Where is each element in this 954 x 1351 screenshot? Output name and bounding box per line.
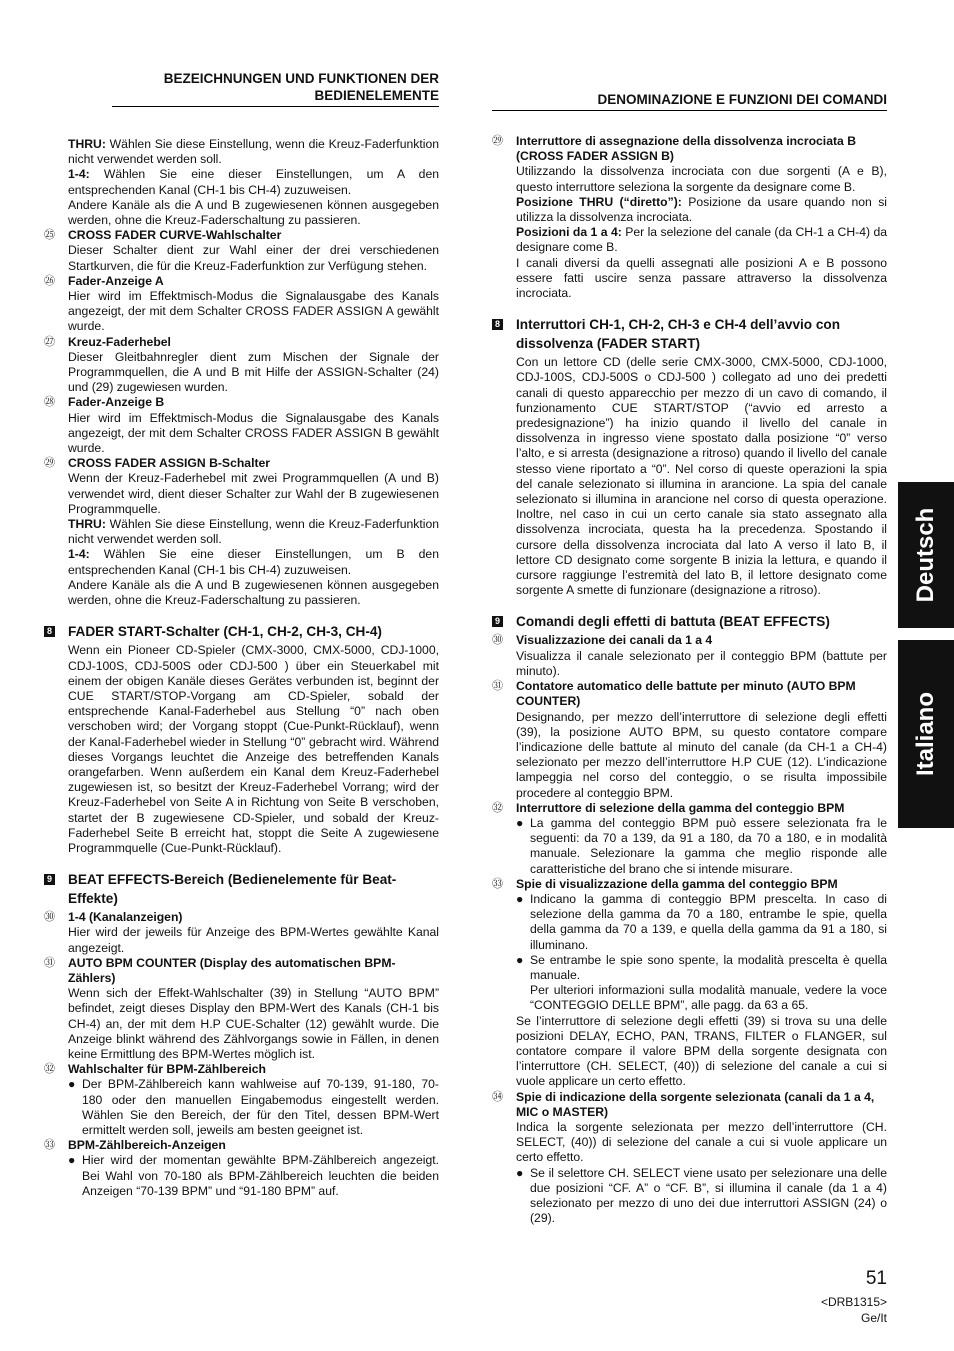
a14-paragraph: 1-4: Wählen Sie eine dieser Einstellungen, um A den entsprechenden Kanal (CH-1 bis CH-4) zuzuweisen. — [68, 167, 439, 197]
item-26: ㉖ Fader-Anzeige A Hier wird im Effektmisch-Modus die Signalausgabe des Kanals angezeigt, der mit dem Schalter CROSS FADER ASSIGN A gewählt wurde. — [44, 273, 439, 334]
page-number: 51 — [865, 1268, 887, 1289]
item-32-it: ㉜ Interruttore di selezione della gamma del conteggio BPM — [492, 800, 845, 815]
bullet-34-it: ● Se il selettore CH. SELECT viene usato per selezionare una delle due posizioni “CF. A” o “CF. B”, si illumina il canale (da 1 a 4) selezionato per mezzo di uno dei due interruttori ASSIGN (24) o (29). — [516, 1165, 887, 1226]
item-30-it: ㉚ Visualizzazione dei canali da 1 a 4 Visualizza il canale selezionato per il conteggio BPM (battute per minuto). — [492, 633, 887, 678]
it-pos-paragraph: Posizioni da 1 a 4: Per la selezione del canale (da CH-1 a CH-4) da designare come B. — [516, 225, 888, 255]
bullet-33c-it: Per ulteriori informazioni sulla modalità manuale, vedere la voce “CONTEGGIO DELLE BPM”, alle pagg. da 63 a 65. — [530, 983, 887, 1013]
section-8-text: Wenn ein Pioneer CD-Spieler (CMX-3000, CMX-5000, CDJ-1000, CDJ-100S, CDJ-500S oder CDJ-500 ) über ein Steuerkabel mit einem der obigen Kanäle dieses Gerätes verbunden ist, beginnt der CUE START/STOP-Vorgang am CD-Spieler, sobald der entsprechende Kanal-Faderhebel aus Stellung “0” nach oben verschoben wird; der Vorgang stoppt (Cue-Punkt-Rücklauf), wenn der Kanal-Faderhebel wieder in Stellung “0” gebracht wird. Während dieses Vorgangs leuchtet die Anzeige des betreffenden Kanals orangefarben. Wenn außerdem ein Kanal dem Kreuz-Faderhebel zugewiesen ist, so besitzt der Kreuz-Faderhebel Vorrang; wird der Kreuz-Faderhebel von Seite A in Richtung von Seite B verschoben, startet der B zugewiesene CD-Spieler, und sobald der Kreuz-Faderhebel Seite B erreicht hat, stoppt die Seite A zugewiesene Programmquelle (Cue-Punkt-Rücklauf). — [68, 643, 439, 855]
section-8-title: 8 FADER START-Schalter (CH-1, CH-2, CH-3, CH-4) — [44, 622, 439, 641]
item-33: ㉝ BPM-Zählbereich-Anzeigen — [44, 1138, 226, 1153]
item-29: ㉙ CROSS FADER ASSIGN B-Schalter Wenn der Kreuz-Faderhebel mit zwei Programmquellen (A und B) verwendet wird, dient dieser Schalter zur Wahl der B zugewiesenen Programmquelle. — [44, 456, 439, 516]
right-body — [492, 134, 887, 1226]
left-header: BEZEICHNUNGEN UND FUNKTIONEN DER BEDIENELEMENTE — [112, 70, 439, 107]
item-30: ㉚ 1-4 (Kanalanzeigen) Hier wird der jeweils für Anzeige des BPM-Wertes gewählte Kanal angezeigt. — [44, 910, 439, 955]
item-25: ㉕ CROSS FADER CURVE-Wahlschalter Dieser Schalter dient zur Wahl einer der drei verschiedenen Startkurven, die für die Kreuz-Faderfunktion zur Verfügung stehen. — [44, 228, 439, 273]
bullet-33a-it: ● Indicano la gamma di conteggio BPM prescelta. In caso di selezione della gamma da 70 a 180, entrambe le spie, quella della gamma da 70 a 139, e quella della gamma da 91 a 180, si illuminano. — [516, 891, 887, 952]
item-33-it: ㉝ Spie di visualizzazione della gamma del conteggio BPM — [492, 876, 838, 891]
it-section-8-text: Con un lettore CD (delle serie CMX-3000, CMX-5000, CDJ-1000, CDJ-100S, CDJ-500S o CDJ-500 ) collegato ad uno dei predetti canali di questo apparecchio per mezzo di un cavo di comando, il funzionamento CUE START/STOP (“avvio ed arresto a predesignazione”) ha inizio quando il livello del canale in dissolvenza in ingresso viene spostato dalla posizione “0” verso l’alto, e si arresta (designazione a ritroso) quando il livello del canale stesso viene riportato a “0”. Nel corso di queste operazioni la spia del canale selezionato si illumina in arancione. La spia del canale selezionato si illumina in arancione nel corso di questa operazione. Inoltre, nel caso in cui un certo canale sia stato assegnato alla dissolvenza incrociata, questa ha la precedenza. Spostando il cursore della dissolvenza incrociata dal lato A verso il lato B, il lettore CD designato come sorgente B inizia la lettura, e quando il cursore raggiunge l’estremità del lato B, il lettore designato come sorgente A smette di funzionare (designazione a ritroso). — [516, 355, 887, 598]
thru-paragraph: THRU: Wählen Sie diese Einstellung, wenn die Kreuz-Faderfunktion nicht verwendet werden soll. — [68, 137, 439, 167]
page-reference — [760, 1294, 887, 1326]
bullet-33b-it: ● Se entrambe le spie sono spente, la modalità prescelta è quella manuale. — [516, 952, 887, 982]
it-other-paragraph: I canali diversi da quelli assegnati alle posizioni A e B possono essere fatti uscire senza passare attraverso la dissolvenza incrociata. — [516, 255, 887, 301]
b-other-paragraph: Andere Kanäle als die A und B zugewiesenen können ausgegeben werden, ohne die Kreuz-Faderschaltung zu passieren. — [68, 577, 439, 608]
b-thru-paragraph: THRU: Wählen Sie diese Einstellung, wenn die Kreuz-Faderfunktion nicht verwendet werden soll. — [68, 517, 439, 547]
bullet-33: ● Hier wird der momentan gewählte BPM-Zählbereich angezeigt. Bei Wahl von 70-180 als BPM-Zählbereich leuchten die beiden Anzeigen “70-139 BPM” und “91-180 BPM” auf. — [68, 1153, 439, 1198]
item-29-it: ㉙ Interruttore di assegnazione della dissolvenza incrociata B (CROSS FADER ASSIGN B) Utilizzando la dissolvenza incrociata con due sorgenti (A e B), questo interruttore seleziona la sorgente da designare come B. — [492, 134, 887, 194]
item-34-it: ㉞ Spie di indicazione della sorgente selezionata (canali da 1 a 4, MIC o MASTER) Indica la sorgente selezionata per mezzo dell’interruttore (CH. SELECT, (40)) di selezione del canale a cui si vuole applicare un certo effetto. — [492, 1089, 887, 1165]
b14-paragraph: 1-4: Wählen Sie eine dieser Einstellungen, um B den entsprechenden Kanal (CH-1 bis CH-4) zuzuweisen. — [68, 547, 439, 577]
item-28: ㉘ Fader-Anzeige B Hier wird im Effektmisch-Modus die Signalausgabe des Kanals angezeigt, der mit dem Schalter CROSS FADER ASSIGN B gewählt wurde. — [44, 395, 439, 456]
it-section-8-title: 8 Interruttori CH-1, CH-2, CH-3 e CH-4 dell’avvio con dissolvenza (FADER START) — [492, 315, 887, 353]
item-27: ㉗ Kreuz-Faderhebel Dieser Gleitbahnregler dient zum Mischen der Signale der Programmquellen, die A und B mit Hilfe der ASSIGN-Schalter (24) und (29) zugewiesen wurden. — [44, 334, 439, 395]
doc-code: <DRB1315> — [820, 1295, 887, 1309]
item-31-it: ㉛ Contatore automatico delle battute per minuto (AUTO BPM COUNTER) Designando, per mezzo dell’interruttore di selezione degli effetti (39), la posizione AUTO BPM, su questo contatore compare l’indicazione delle battute al minuto del canale (da CH-1 a CH-4) selezionato per mezzo dell’interruttore H.P CUE (12). L’indicazione lampeggia nel corso del conteggio, o se risulta impossibile procedere al conteggio BPM. — [492, 679, 887, 800]
lang-code: Ge/It — [860, 1311, 887, 1325]
bullet-32-it: ● La gamma del conteggio BPM può essere selezionata fra le seguenti: da 70 a 139, da 91 a 180, da 70 a 180, e in modalità manuale. Selezionare la gamma che meglio risponde alle caratteristiche del brano che si intende misurare. — [516, 815, 887, 876]
item-32: ㉜ Wahlschalter für BPM-Zählbereich — [44, 1062, 266, 1077]
item-31: ㉛ AUTO BPM COUNTER (Display des automatischen BPM-Zählers) Wenn sich der Effekt-Wahlschalter (39) in Stellung “AUTO BPM” befindet, zeigt dieses Display den BPM-Wert des Kanals (CH-1 bis CH-4) an, der mit dem H.P CUE-Schalter (12) gewählt wurde. Die Anzeige blinkt während des Zählvorgangs sowie in Fällen, in denen keine Ermittlung des BPM-Wertes möglich ist. — [44, 955, 439, 1061]
tab-deutsch: Deutsch — [898, 482, 954, 628]
section-9-title: 9 BEAT EFFECTS-Bereich (Bedienelemente für Beat-Effekte) — [44, 870, 439, 908]
tab-italiano: Italiano — [898, 640, 954, 828]
it-para-33: Se l’interruttore di selezione degli effetti (39) si trova su una delle posizioni DELAY, ECHO, PAN, TRANS, FILTER o FLANGER, sul contatore compare il valore BPM della sorgente designata con l’interruttore (CH. SELECT, (40)) di selezione del canale a cui si vuole applicare un certo effetto. — [516, 1013, 887, 1089]
it-thru-paragraph: Posizione THRU (“diretto”): Posizione da usare quando non si utilizza la dissolvenza incrociata. — [516, 194, 887, 225]
right-header: DENOMINAZIONE E FUNZIONI DEI COMANDI — [492, 91, 887, 111]
a-other-paragraph: Andere Kanäle als die A und B zugewiesenen können ausgegeben werden, ohne die Kreuz-Faderschaltung zu passieren. — [68, 197, 439, 228]
bullet-32: ● Der BPM-Zählbereich kann wahlweise auf 70-139, 91-180, 70-180 oder den manuellen Eingabemodus eingestellt werden. Wählen Sie den Bereich, der für den Titel, dessen BPM-Wert ermittelt werden soll, jeweils am besten geeignet ist. — [68, 1077, 439, 1137]
it-section-9-title: 9 Comandi degli effetti di battuta (BEAT EFFECTS) — [492, 612, 887, 631]
left-body — [44, 137, 439, 1199]
